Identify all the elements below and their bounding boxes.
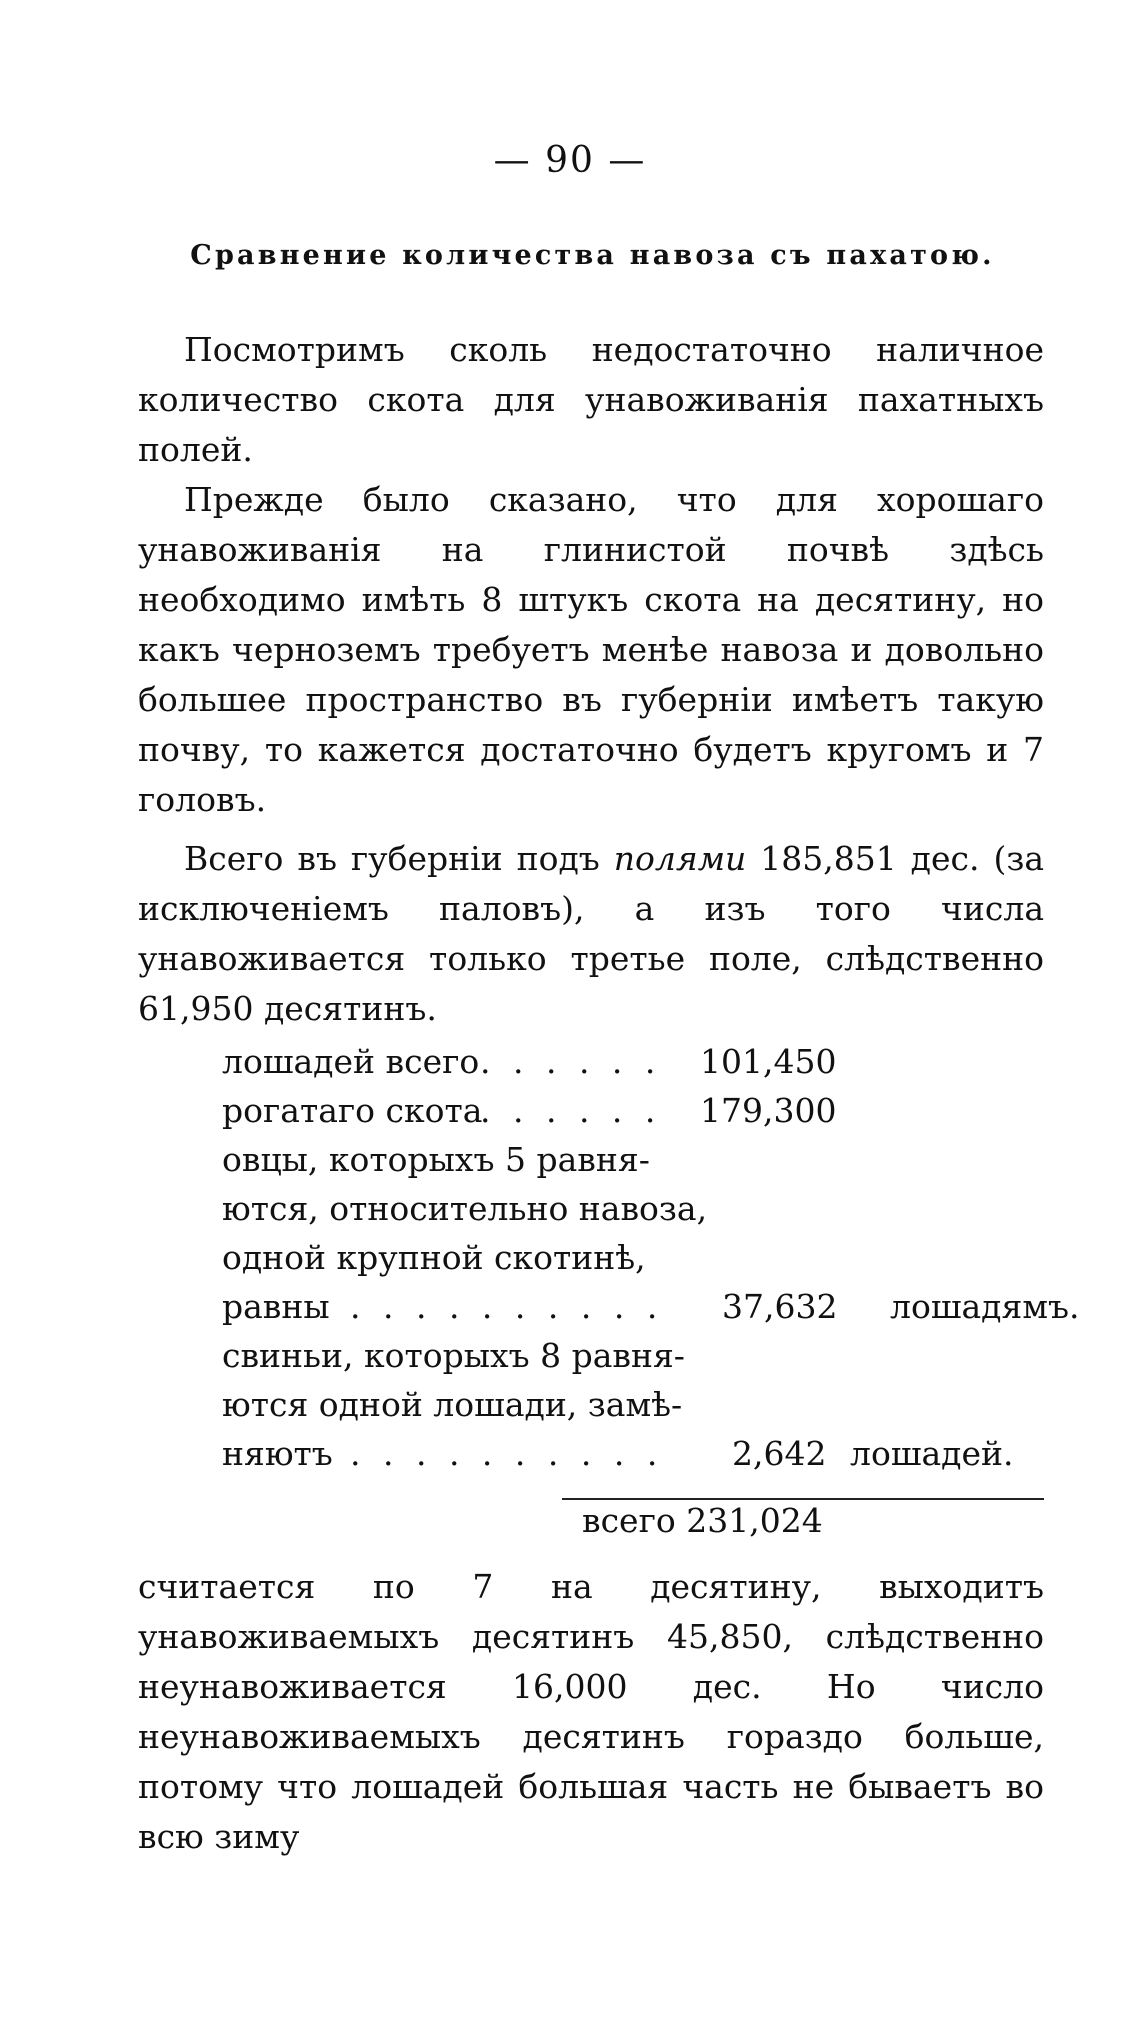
- tally-unit: лошадямъ.: [890, 1287, 1080, 1326]
- tally-value: 179,300: [700, 1091, 837, 1130]
- tally-row-cattle: [222, 1086, 1052, 1135]
- section-title: Сравнение количества навоза съ пахатою.: [190, 240, 995, 271]
- tally-dots: . . . . . .: [480, 1091, 662, 1130]
- tally-dots: . . . . . . . . . .: [350, 1287, 664, 1326]
- livestock-tally: [222, 1037, 1080, 1478]
- tally-total-value: 231,024: [686, 1501, 823, 1540]
- tally-value: 101,450: [700, 1042, 837, 1081]
- tally-dots: . . . . . . . . . .: [350, 1434, 664, 1473]
- paragraph-3: [138, 834, 1044, 1034]
- paragraph-1-text: Посмотримъ сколь недостаточно наличное количество скота для унавоживанія пахатныхъ полей.: [138, 330, 1044, 469]
- paragraph-2: [138, 475, 1044, 825]
- tally-row-pigs: [222, 1429, 1052, 1478]
- tally-row-pigs-line-1: [222, 1331, 1052, 1380]
- page-number: — 90 —: [493, 140, 647, 181]
- tally-value: 37,632: [722, 1287, 838, 1326]
- tally-label: няютъ: [222, 1434, 333, 1473]
- tally-value: 2,642: [732, 1434, 827, 1473]
- tally-total-label: всего: [582, 1501, 676, 1540]
- tally-description-line: ются одной лошади, замѣ-: [222, 1385, 683, 1424]
- tally-row-sheep-line-2: [222, 1184, 1052, 1233]
- paragraph-4-text: считается по 7 на десятину, выходитъ унавоживаемыхъ десятинъ 45,850, слѣдственно неунавоживается 16,000 дес. Но число неунавоживаемыхъ десятинъ гораздо больше, потому что лошадей большая часть не бываетъ во всю зиму: [138, 1567, 1044, 1856]
- tally-label: лошадей всего: [222, 1042, 480, 1081]
- tally-label: равны: [222, 1287, 330, 1326]
- tally-description-line: овцы, которыхъ 5 равня-: [222, 1140, 650, 1179]
- tally-row-sheep-line-3: [222, 1233, 1052, 1282]
- paragraph-2-text: Прежде было сказано, что для хорошаго унавоживанія на глинистой почвѣ здѣсь необходимо имѣть 8 штукъ скота на десятину, но какъ черноземъ требуетъ менѣе навоза и довольно большее пространство въ губерніи имѣетъ такую почву, то кажется достаточно будетъ кругомъ и 7 головъ.: [138, 480, 1044, 819]
- tally-total: [582, 1496, 823, 1546]
- tally-description-line: ются, относительно навоза,: [222, 1189, 708, 1228]
- tally-description-line: одной крупной скотинѣ,: [222, 1238, 646, 1277]
- paragraph-3-italic: полями: [613, 839, 747, 878]
- tally-row-horses: [222, 1037, 1052, 1086]
- tally-row-pigs-line-2: [222, 1380, 1052, 1429]
- tally-description-line: свиньи, которыхъ 8 равня-: [222, 1336, 685, 1375]
- tally-unit: лошадей.: [850, 1434, 1014, 1473]
- tally-row-sheep: [222, 1282, 1080, 1331]
- paragraph-4: [138, 1562, 1044, 1862]
- paragraph-3-after: 185,851 дес. (за исключеніемъ паловъ), а изъ того числа унавоживается только третье поле, слѣдственно 61,950 десятинъ.: [138, 839, 1044, 1028]
- paragraph-1: [138, 325, 1044, 475]
- tally-row-sheep-line-1: [222, 1135, 1052, 1184]
- tally-label: рогатаго скота: [222, 1091, 483, 1130]
- tally-dots: . . . . . .: [480, 1042, 662, 1081]
- paragraph-3-before: Всего въ губерніи подъ: [184, 839, 614, 878]
